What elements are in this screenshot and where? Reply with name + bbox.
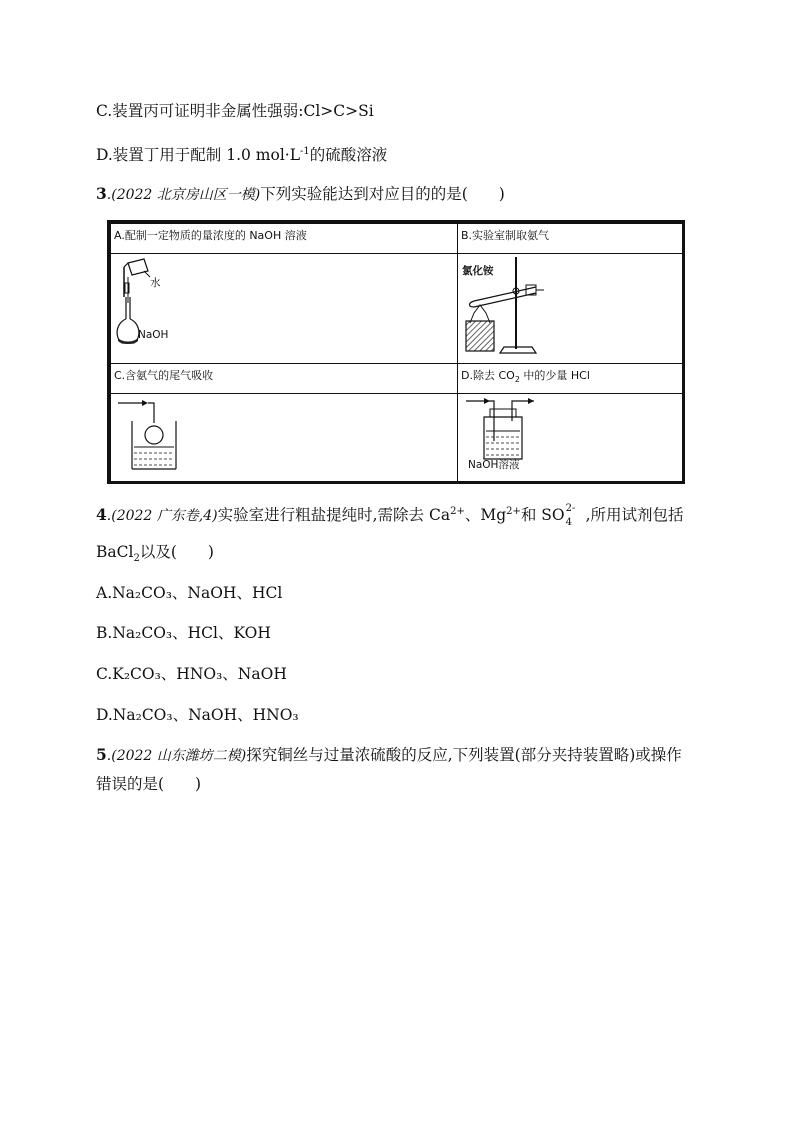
question-3-source: .(2022 北京房山区一模)	[106, 187, 261, 203]
label-naoh-solution: NaOH溶液	[468, 459, 520, 471]
question-4-sep: 、Mg	[464, 506, 507, 525]
option-4d: D.Na₂CO₃、NaOH、HNO₃	[96, 706, 299, 724]
question-5-source: .(2022 山东潍坊二模)	[106, 748, 247, 764]
question-4-line-2	[96, 541, 214, 570]
bacl2-subscript: 2	[133, 553, 140, 565]
caption-a: A.配制一定物质的量浓度的 NaOH 溶液	[114, 229, 307, 242]
option-4c: C.K₂CO₃、HNO₃、NaOH	[96, 665, 287, 683]
caption-d-sub: 2	[514, 375, 520, 385]
question-4-number: 4	[96, 505, 107, 525]
option-d-suffix: 的硫酸溶液	[309, 146, 388, 165]
question-5-stem-1: 探究铜丝与过量浓硫酸的反应,下列装置(部分夹持装置略)或操作	[246, 746, 682, 764]
question-4-and: 和 SO	[520, 506, 565, 525]
option-d-line	[96, 141, 387, 166]
option-c-line: C.装置丙可证明非金属性强弱:Cl>C>Si	[96, 102, 374, 120]
sulfate-charge: 2-	[565, 503, 576, 515]
question-3-stem: 下列实验能达到对应目的的是( )	[260, 185, 505, 203]
question-4-stem-2: ,所用试剂包括	[580, 506, 684, 525]
option-d-sup: -1	[300, 146, 310, 157]
label-ammonium-chloride: 氯化铵	[462, 265, 494, 277]
absorption-beaker-figure	[114, 395, 194, 479]
caption-d-suffix: 中的少量 HCl	[519, 369, 590, 382]
question-5-line-2: 错误的是( )	[96, 775, 202, 793]
bacl2-text: BaCl	[96, 543, 134, 561]
ca-charge: 2+	[450, 506, 465, 517]
caption-d	[461, 367, 590, 384]
sulfate-ion	[565, 503, 581, 529]
option-4b: B.Na₂CO₃、HCl、KOH	[96, 624, 271, 642]
question-4-stem-1: 实验室进行粗盐提纯时,需除去 Ca	[217, 506, 451, 525]
caption-b: B.实验室制取氨气	[461, 229, 550, 242]
label-naoh: NaOH	[138, 329, 169, 341]
apparatus-table	[107, 220, 685, 484]
question-4-source: .(2022 广东卷,4)	[106, 508, 218, 525]
gas-washing-bottle-figure	[460, 395, 560, 461]
label-water: 水	[150, 277, 161, 289]
volumetric-flask-figure	[114, 257, 194, 361]
question-4-tail: 以及( )	[139, 543, 214, 561]
question-3-number: 3	[96, 184, 107, 203]
caption-c: C.含氨气的尾气吸收	[114, 369, 214, 382]
mg-charge: 2+	[506, 506, 521, 517]
option-d-prefix: D.装置丁用于配制 1.0 mol·L	[96, 146, 301, 165]
caption-d-prefix: D.除去 CO	[461, 369, 515, 382]
question-4	[96, 501, 684, 527]
option-4a: A.Na₂CO₃、NaOH、HCl	[96, 584, 283, 602]
question-5-number: 5	[96, 745, 107, 764]
question-3	[96, 183, 505, 206]
question-5	[96, 744, 682, 767]
sulfate-subscript: 4	[565, 517, 573, 529]
